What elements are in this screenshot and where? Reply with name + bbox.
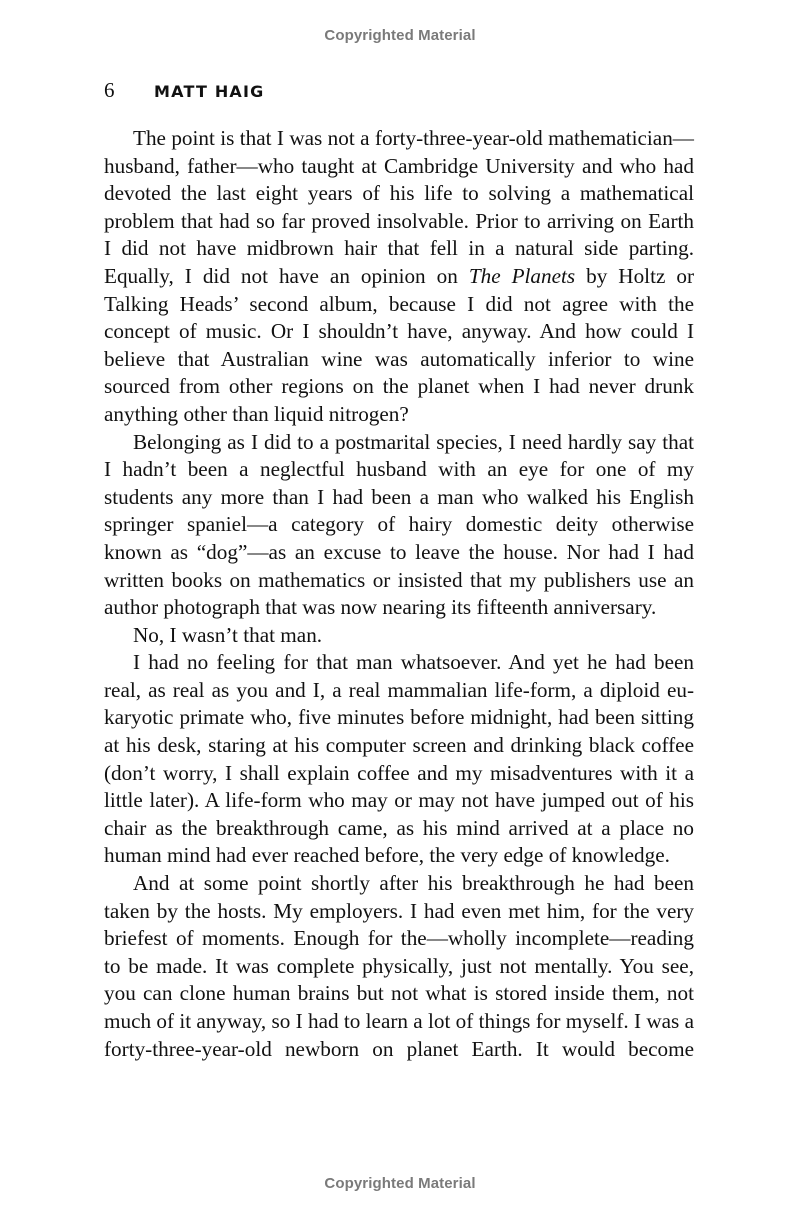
paragraph: No, I wasn’t that man.: [133, 622, 323, 647]
paragraph: Belonging as I did to a postmarital species, I need hardly say that I hadn’t been a neglectful husband with an eye for one of my students any more than I had been a man who walked his English springer spaniel—a category of hairy domestic deity otherwise known as “dog”—as an excuse to leave the house. Nor had I had written books on mathematics or insisted that my publishers use an author photograph that was now nearing its fifteenth anniversary.: [104, 429, 694, 620]
paragraph-text: by Holtz or Talking Heads’ second album, because I did not agree with the concept of music. Or I shouldn’t have, anyway. And how could I believe that Australian wine was automatically inferior to wine sourced from other regions on the planet when I had never drunk anything other than liquid nitrogen?: [104, 263, 694, 426]
copyright-watermark-top: Copyrighted Material: [324, 27, 476, 44]
copyright-watermark-bottom: Copyrighted Material: [324, 1175, 476, 1192]
body-text: [104, 125, 694, 1063]
book-title-italic: The Planets: [468, 263, 576, 288]
author-name: MATT HAIG: [154, 82, 265, 101]
paragraph: And at some point shortly after his breakthrough he had been taken by the hosts. My employers. I had even met him, for the very briefest of moments. Enough for the—wholly incomplete—reading to be made. It was complete physically, just not mentally. You see, you can clone human brains but not what is stored inside them, not much of it anyway, so I had to learn a lot of things for myself. I was a forty-three-year-old newborn on planet Earth. It would become: [104, 871, 694, 1061]
page-number: 6: [104, 78, 115, 102]
running-head: [104, 78, 265, 104]
paragraph: [104, 125, 694, 429]
paragraph: I had no feeling for that man whatsoever. And yet he had been real, as real as you and I, a real mammalian life-form, a diploid eukaryotic primate who, five minutes before midnight, had been sitting at his desk, staring at his computer screen and drinking black coffee (don’t worry, I shall explain coffee and my misadventures with it a little later). A life-form who may or may not have jumped out of his chair as the breakthrough came, as his mind arrived at a place no human mind had ever reached before, the very edge of knowledge.: [104, 650, 694, 868]
paragraph-text: The point is that I was not a forty-three-year-old mathematician—husband, father—who taught at Cambridge University and who had devoted the last eight years of his life to solving a mathematical problem that had so far proved insolvable. Prior to arriving on Earth I did not have midbrown hair that fell in a natural side parting. Equally, I did not have an opinion on: [104, 126, 694, 288]
